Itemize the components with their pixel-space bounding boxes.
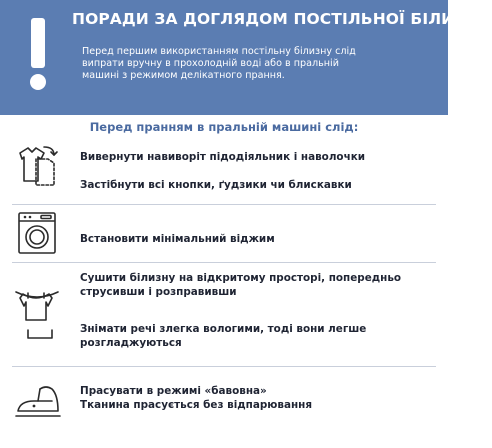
washing-machine-icon	[17, 211, 57, 255]
exclamation-icon	[18, 14, 58, 94]
instruction-line: Сушити білизну на відкритому просторі, попередньо	[80, 272, 402, 284]
iron-icon	[14, 383, 64, 419]
instruction-line: розгладжуються	[80, 337, 182, 349]
header-text-line: машині з режимом делікатного прання.	[82, 70, 285, 81]
instruction-line: Тканина прасується без відпарювання	[80, 399, 313, 411]
divider	[12, 262, 436, 263]
instruction-item	[80, 384, 435, 412]
divider	[12, 204, 436, 205]
instruction-line: Прасувати в режимі «бавовна»	[80, 385, 267, 397]
instruction-line: Встановити мінімальний віджим	[80, 233, 275, 245]
header-title: ПОРАДИ ЗА ДОГЛЯДОМ ПОСТІЛЬНОЇ БІЛИЗНИ	[72, 10, 492, 28]
instruction-item	[80, 150, 435, 164]
instruction-line: Знімати речі злегка вологими, тоді вони легше	[80, 323, 367, 335]
instruction-line: струсивши і розправивши	[80, 286, 237, 298]
instruction-line: Застібнути всі кнопки, ґудзики чи блискавки	[80, 179, 352, 191]
divider	[12, 366, 436, 367]
section-title: Перед пранням в пральній машині слід:	[89, 120, 359, 134]
clothesline-icon	[14, 284, 60, 342]
header-text-line: Перед першим використанням постільну білизну слід	[82, 46, 356, 57]
instruction-item	[80, 178, 435, 192]
header-text	[82, 46, 444, 82]
shirt-turn-icon	[14, 143, 64, 189]
instruction-line: Вивернути навиворіт підодіяльник і наволочки	[80, 151, 366, 163]
header-text-line: випрати вручну в прохолодній воді або в пральній	[82, 58, 339, 69]
instruction-item	[80, 271, 435, 299]
instruction-item	[80, 322, 435, 350]
header-banner	[0, 0, 492, 115]
instruction-item	[80, 232, 435, 246]
